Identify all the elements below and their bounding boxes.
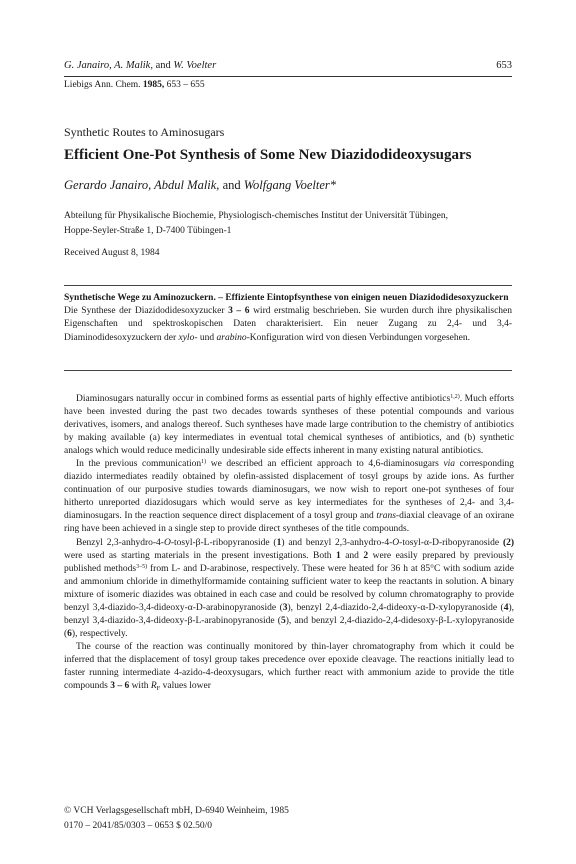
abstract [64, 292, 512, 345]
journal-name: Liebigs Ann. Chem. [64, 80, 141, 90]
abstract-bottom-rule [64, 370, 512, 371]
abstract-heading: Synthetische Wege zu Aminozuckern. – Effiziente Eintopfsynthese von einigen neuen Diazidodidesoxyzuckern [64, 293, 509, 303]
reference-marker: 1) [201, 459, 207, 466]
received-date: Received August 8, 1984 [64, 248, 160, 258]
footer [64, 804, 289, 834]
paragraph-2: In the previous communication$^{1)}$ we described an efficient approach to 4,6-diaminosugars via corresponding diazido intermediates readily obtained by olefin-assisted displacement of tosyl groups by azide ions. As further continuation of our purposive studies towards diaminosugars, we now wish to report one-pot syntheses of four hitherto unreported diazidosugars which would serve as key intermediates for the syntheses of 2,4- and 3,4-diaminosugars. In the reaction sequence direct displacement of a tosyl group and trans-diaxial cleavage of an oxirane ring have been achieved in a single step to provide direct syntheses of the title compounds. [64, 459, 514, 535]
byline-and: and [222, 178, 241, 192]
article-code: 0170 – 2041/85/0303 – 0653 $ 02.50/0 [64, 821, 213, 831]
paragraph-4: The course of the reaction was continually monitored by thin-layer chromatography from which it could be inferred that the displacement of tosyl group takes precedence over epoxide cleavage. The reactions initially lead to faster running intermediate 4-azido-4-deoxysugars, which further react with ammonium azide to provide the title compounds 3 – 6 with $R_F$ values lower [64, 641, 514, 693]
affiliation-line-2: Hoppe-Seyler-Straße 1, D-7400 Tübingen-1 [64, 226, 232, 236]
paragraph-3: Benzyl 2,3-anhydro-4-O-tosyl-β-L-ribopyranoside (1) and benzyl 2,3-anhydro-4-O-tosyl-α-D-ribopyranoside (2) were used as starting materials in the present investigations. Both 1 and 2 were easily prepared by previously published methods$^{3-5)}$ from L- and D-arabinose, respectively. These were heated for 36 h at 85°C with sodium azide and ammonium chloride in dimethylformamide containing sufficient water to keep the reactants in solution. A binary mixture of isomeric diazides was obtained in each case and could be resolved by column chromatography to provide benzyl 3,4-diazido-3,4-dideoxy-α-D-arabinopyranoside (3), benzyl 2,4-diazido-2,4-dideoxy-α-D-xylopyranoside (4), benzyl 3,4-diazido-3,4-dideoxy-β-L-arabinopyranoside (5), and benzyl 2,4-diazido-2,4-didesoxy-β-L-xylopyranoside (6), respectively. [64, 537, 515, 639]
running-head-authors [64, 60, 216, 71]
author-2: Abdul Malik, [154, 178, 220, 192]
journal-citation [64, 80, 205, 90]
reference-marker: 1,2) [450, 394, 460, 400]
journal-pages: 653 – 655 [166, 80, 205, 90]
journal-year: 1985, [142, 80, 165, 90]
abstract-text: Die Synthese der Diazidodidesoxyzucker 3 – 6 wird erstmalig beschrieben. Sie wurden durch ihre physikalischen Eigenschaften und spektroskopischen Daten charakterisiert. Ein neuer Zugang zu 2,4- und 3,4-Diaminodidesoxyzuckern der xylo- und arabino-Konfiguration wird von diesen Verbindungen vorgesehen. [64, 306, 513, 343]
byline [64, 178, 336, 193]
authors-part-a: G. Janairo, A. Malik, [64, 60, 153, 71]
author-3: Wolfgang Voelter* [243, 178, 336, 192]
authors-and: and [155, 60, 171, 71]
body-text [64, 393, 514, 693]
article-title: Efficient One-Pot Synthesis of Some New Diazidodideoxysugars [64, 147, 472, 163]
affiliation [64, 209, 514, 239]
authors-part-b: W. Voelter [173, 60, 217, 71]
running-head [64, 60, 512, 71]
paragraph-1: Diaminosugars naturally occur in combined forms as essential parts of highly effective antibiotics$^{1,2)}$. Much efforts have been invested during the past two decades towards syntheses of these potential compounds and various derivatives, isomers, and analogs thereof. Such syntheses have made large contribution to the chemistry of antibiotics by making available (a) key intermediates in eventual total chemical syntheses of antibiotics, and (b) synthetic analogs which would reduce medicinally undesirable side effects inherent in many existing natural antibiotics. [64, 394, 514, 457]
page-number: 653 [496, 60, 512, 71]
copyright-line: © VCH Verlagsgesellschaft mbH, D-6940 Weinheim, 1985 [64, 806, 289, 816]
affiliation-line-1: Abteilung für Physikalische Biochemie, Physiologisch-chemisches Institut der Universität Tübingen, [64, 211, 448, 221]
reference-marker: 3–5) [136, 563, 148, 570]
series-title: Synthetic Routes to Aminosugars [64, 125, 225, 139]
author-1: Gerardo Janairo, [64, 178, 152, 192]
abstract-top-rule [64, 285, 512, 286]
header-rule [64, 76, 512, 77]
